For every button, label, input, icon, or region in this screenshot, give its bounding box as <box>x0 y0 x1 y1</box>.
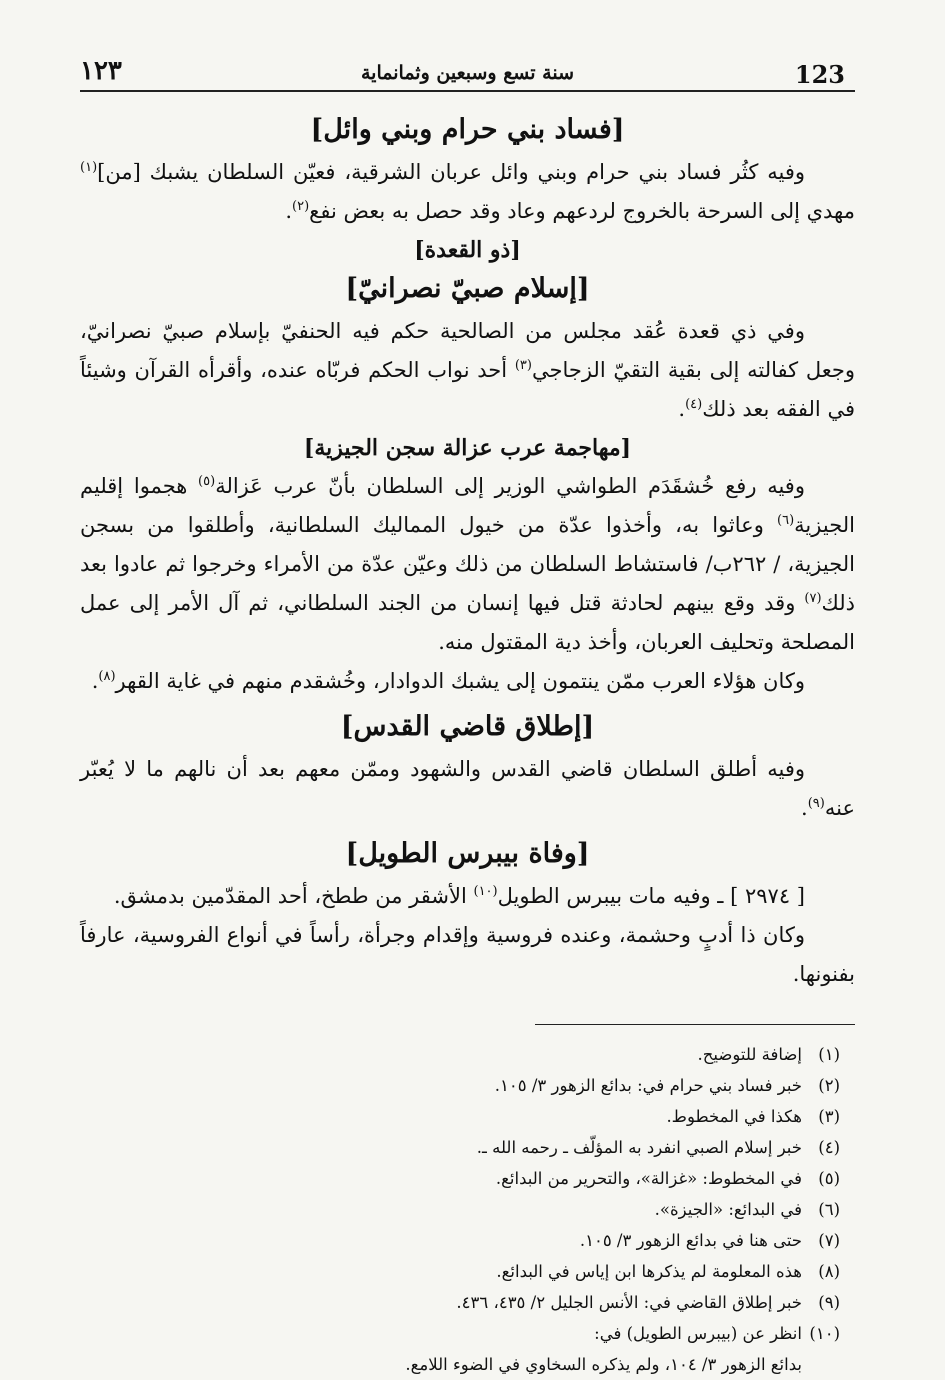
paragraph-text: هجموا إقليم الجيزية <box>80 474 855 537</box>
footnote-item <box>80 1070 840 1101</box>
footnote-text: في البدائع: «الجيزة». <box>654 1200 802 1219</box>
footnote-item <box>80 1101 840 1132</box>
footnote-item <box>80 1039 840 1070</box>
paragraph-text: وقد وقع بينهم لحادثة قتل فيها إنسان من الجند السلطاني، ثم آل الأمر إلى عمل المصلحة وتحليف العربان، وأخذ دية المقتول منه. <box>80 591 855 654</box>
paragraph-text: وعاثوا به، وأخذوا عدّة من خيول المماليك السلطانية، وأطلقوا من بسجن الجيزية، / ٢٦٢ب/ فاستشاط السلطان من ذلك وعيّن عدّة من الأمراء وخرجوا ثم عادوا بعد ذلك <box>80 513 856 615</box>
footnote-text: إضافة للتوضيح. <box>697 1045 802 1064</box>
footnote-item <box>80 1194 840 1225</box>
page-header <box>80 50 855 92</box>
heading-text: [إسلام صبيّ نصرانيّ] <box>345 273 590 304</box>
footnote-reference: (٣) <box>514 358 532 373</box>
footnote-reference: (٦) <box>777 513 795 528</box>
heading-text: [فساد بني حرام وبني وائل] <box>310 114 625 145</box>
footnote-reference: (٩) <box>807 796 825 811</box>
footnote-number: (٧) <box>818 1231 840 1250</box>
footnote-number: (٨) <box>818 1262 840 1281</box>
footnote-reference: (٥) <box>198 474 216 489</box>
paragraph-text: . <box>285 199 292 223</box>
footnote-text: خبر إطلاق القاضي في: الأنس الجليل ٢/ ٤٣٥، ٤٣٦. <box>456 1293 802 1312</box>
footnote-number: (٦) <box>818 1200 840 1219</box>
section-heading <box>80 273 855 304</box>
running-title: سنة تسع وسبعين وثمانماية <box>361 62 574 84</box>
footnote-number: (١) <box>818 1045 840 1064</box>
paragraph-text: . <box>801 796 808 820</box>
footnote-number: (٣) <box>818 1107 840 1126</box>
footnote-text: هكذا في المخطوط. <box>666 1107 802 1126</box>
heading-text: [ذو القعدة] <box>414 237 521 263</box>
paragraph-text: [ ٢٩٧٤ ] ـ وفيه مات بيبرس الطويل <box>497 884 805 908</box>
footnote-item <box>80 1256 840 1287</box>
paragraph-text: الأشقر من ططخ، أحد المقدّمين بدمشق. <box>113 884 474 908</box>
footnote-number: (١٠) <box>809 1324 840 1343</box>
footnote-item <box>80 1318 840 1349</box>
section-subheading <box>80 237 855 263</box>
paragraph <box>80 153 855 231</box>
paragraph-text: وفيه رفع خُشقَدَم الطواشي الوزير إلى السلطان بأنّ عرب عَزالة <box>215 474 805 498</box>
footnote-item <box>80 1225 840 1256</box>
footnote-number: (٤) <box>818 1138 840 1157</box>
paragraph <box>80 877 855 916</box>
footnote-reference: (٨) <box>98 669 116 684</box>
footnote-reference: (٢) <box>292 199 310 214</box>
footnote-continuation: بدائع الزهور ٣/ ١٠٤، ولم يذكره السخاوي في الضوء اللامع. <box>405 1355 802 1374</box>
footnote-text: خبر إسلام الصبي انفرد به المؤلّف ـ رحمه الله ـ. <box>476 1138 802 1157</box>
footnotes <box>80 1039 855 1380</box>
footnote-reference: (٧) <box>804 591 822 606</box>
paragraph-text: أحد نواب الحكم فربّاه عنده، وأقرأه القرآن وشيئاً في الفقه بعد ذلك <box>80 358 855 421</box>
paragraph-text: وكان هؤلاء العرب ممّن ينتمون إلى يشبك الدوادار، وخُشقدم منهم في غاية القهر <box>115 669 805 693</box>
section-subheading <box>80 435 855 461</box>
paragraph-text: وفيه كثُر فساد بني حرام وبني وائل عربان الشرقية، فعيّن السلطان يشبك [من] <box>97 160 805 184</box>
footnote-item <box>80 1163 840 1194</box>
paragraph-text: وكان ذا أدبٍ وحشمة، وعنده فروسية وإقدام وجرأة، رأساً في أنواع الفروسية، عارفاً بفنونها. <box>80 923 855 986</box>
heading-text: [إطلاق قاضي القدس] <box>340 711 595 742</box>
footnote-item <box>80 1287 840 1318</box>
paragraph-text: مهدي إلى السرحة بالخروج لردعهم وعاد وقد حصل به بعض نفع <box>309 199 855 223</box>
heading-text: [وفاة بيبرس الطويل] <box>345 838 590 869</box>
heading-text: [مهاجمة عرب عزالة سجن الجيزية] <box>303 435 632 461</box>
paragraph-text: . <box>678 397 686 421</box>
footnote-reference: (٤) <box>685 397 703 412</box>
paragraph-text: وفي ذي قعدة عُقد مجلس من الصالحية حكم فيه الحنفيّ بإسلام صبيّ نصرانيّ، وجعل كفالته إلى بقية التقيّ الزجاجي <box>80 319 855 382</box>
paragraph <box>80 750 855 828</box>
body-text <box>80 114 855 994</box>
section-heading <box>80 114 855 145</box>
footnote-text: خبر فساد بني حرام في: بدائع الزهور ٣/ ١٠٥. <box>494 1076 802 1095</box>
footnote-reference: (١) <box>80 160 98 175</box>
footnote-text: انظر عن (بيبرس الطويل) في: <box>594 1324 802 1343</box>
footnote-text: في المخطوط: «غزالة»، والتحرير من البدائع. <box>495 1169 802 1188</box>
section-heading <box>80 711 855 742</box>
paragraph <box>80 467 855 662</box>
footnote-number: (٢) <box>818 1076 840 1095</box>
paragraph <box>80 312 855 429</box>
paragraph-text: . <box>91 669 99 693</box>
paragraph <box>80 662 855 701</box>
section-heading <box>80 838 855 869</box>
page-number-latin: 123 <box>794 60 845 89</box>
footnote-text: هذه المعلومة لم يذكرها ابن إياس في البدائع. <box>496 1262 802 1281</box>
document-page <box>80 50 856 1374</box>
footnote-number: (٥) <box>818 1169 840 1188</box>
footnote-reference: (١٠) <box>473 884 498 899</box>
footnote-number: (٩) <box>818 1293 840 1312</box>
footnote-text: حتى هنا في بدائع الزهور ٣/ ١٠٥. <box>579 1231 802 1250</box>
page-number-arabic: ١٢٣ <box>80 56 122 86</box>
footnote-divider <box>535 1024 855 1025</box>
paragraph <box>80 916 855 994</box>
paragraph-text: وفيه أطلق السلطان قاضي القدس والشهود وممّن معهم بعد أن نالهم ما لا يُعبّر عنه <box>80 757 855 820</box>
footnote-item <box>80 1132 840 1163</box>
